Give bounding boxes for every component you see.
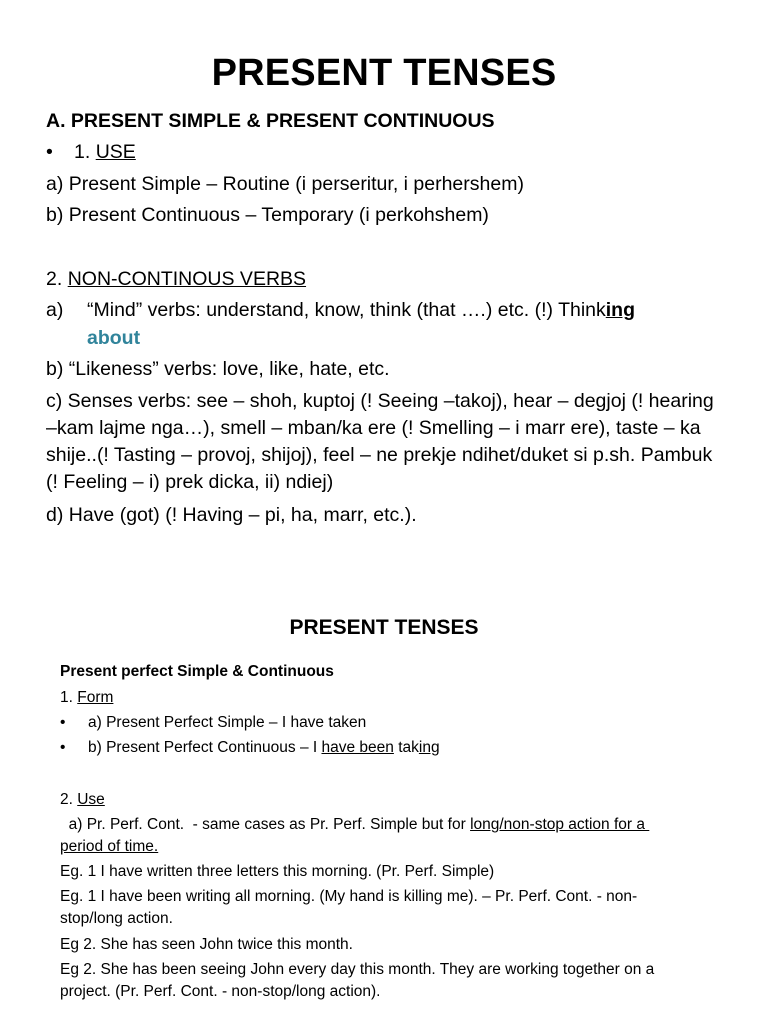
mind-prefix: a): [46, 299, 64, 321]
form-number: 1.: [60, 689, 78, 706]
form-b-ing: ing: [418, 739, 440, 756]
mind-about: about: [87, 327, 141, 349]
use-line: [46, 139, 736, 166]
use-a-paragraph: [60, 814, 690, 858]
use-label: Use: [77, 791, 105, 808]
mind-about-line: [87, 325, 768, 352]
example-2b: Eg 2. She has been seeing John every day this month. They are working together on a project. (Pr. Perf. Cont. - non-stop/long action).: [60, 961, 655, 1000]
form-a-text: a) Present Perfect Simple – I have taken: [88, 714, 367, 731]
bullet: •: [60, 739, 66, 756]
form-a-line: [60, 712, 700, 734]
slide-2: [0, 600, 768, 1024]
likeness-line: b) “Likeness” verbs: love, like, hate, etc.: [46, 358, 390, 380]
bullet: •: [60, 714, 66, 731]
use-heading: [60, 789, 700, 811]
form-label: Form: [77, 689, 114, 706]
example-1a: Eg. 1 I have written three letters this morning. (Pr. Perf. Simple): [60, 863, 495, 880]
use-number: 1.: [74, 141, 96, 163]
form-line: [60, 687, 700, 709]
use-b-line: b) Present Continuous – Temporary (i perkohshem): [46, 204, 489, 226]
form-b-prefix: b) Present Perfect Continuous – I: [88, 739, 322, 756]
form-b-line: [60, 737, 700, 759]
mind-ing: ing: [605, 299, 636, 321]
use-number: 2.: [60, 791, 78, 808]
slide-1-title: PRESENT TENSES: [211, 52, 557, 94]
bullet: •: [46, 141, 53, 163]
use-a-line: a) Present Simple – Routine (i perseritur, i perhershem): [46, 173, 524, 195]
have-line: d) Have (got) (! Having – pi, ha, marr, etc.).: [46, 504, 417, 526]
form-b-tak: tak: [393, 739, 419, 756]
senses-paragraph: c) Senses verbs: see – shoh, kuptoj (! Seeing –takoj), hear – degjoj (! hearing –kam lajme nga…), smell – mban/ka ere (! Smelling – i marr ere), taste – ka shije..(! Tasting – provoj, shijoj), feel – ne prekje ndihet/duket si p.sh. Pambuk (! Feeling – i) prek dicka, ii) ndiej): [46, 390, 714, 493]
example-2a: Eg 2. She has seen John twice this month.: [60, 936, 353, 953]
form-b-have-been: have been: [321, 739, 394, 756]
use-label: USE: [95, 141, 136, 163]
use-a-underlined: long/non-stop action for a period of time.: [60, 816, 650, 855]
slide-2-title: PRESENT TENSES: [289, 616, 479, 639]
perfect-heading: Present perfect Simple & Continuous: [60, 663, 334, 680]
mind-text: “Mind” verbs: understand, know, think (that ….) etc. (!) Think: [87, 299, 606, 321]
non-continuous-heading: [46, 266, 736, 293]
non-continuous-label: NON-CONTINOUS VERBS: [67, 268, 307, 290]
section-a-heading: A. PRESENT SIMPLE & PRESENT CONTINUOUS: [46, 110, 495, 132]
mind-verbs-line: [46, 297, 736, 324]
non-continuous-number: 2.: [46, 268, 68, 290]
use-a-prefix: a) Pr. Perf. Cont. - same cases as Pr. Perf. Simple but for: [60, 816, 471, 833]
example-1b: Eg. 1 I have been writing all morning. (My hand is killing me). – Pr. Perf. Cont. - non-stop/long action.: [60, 888, 638, 927]
